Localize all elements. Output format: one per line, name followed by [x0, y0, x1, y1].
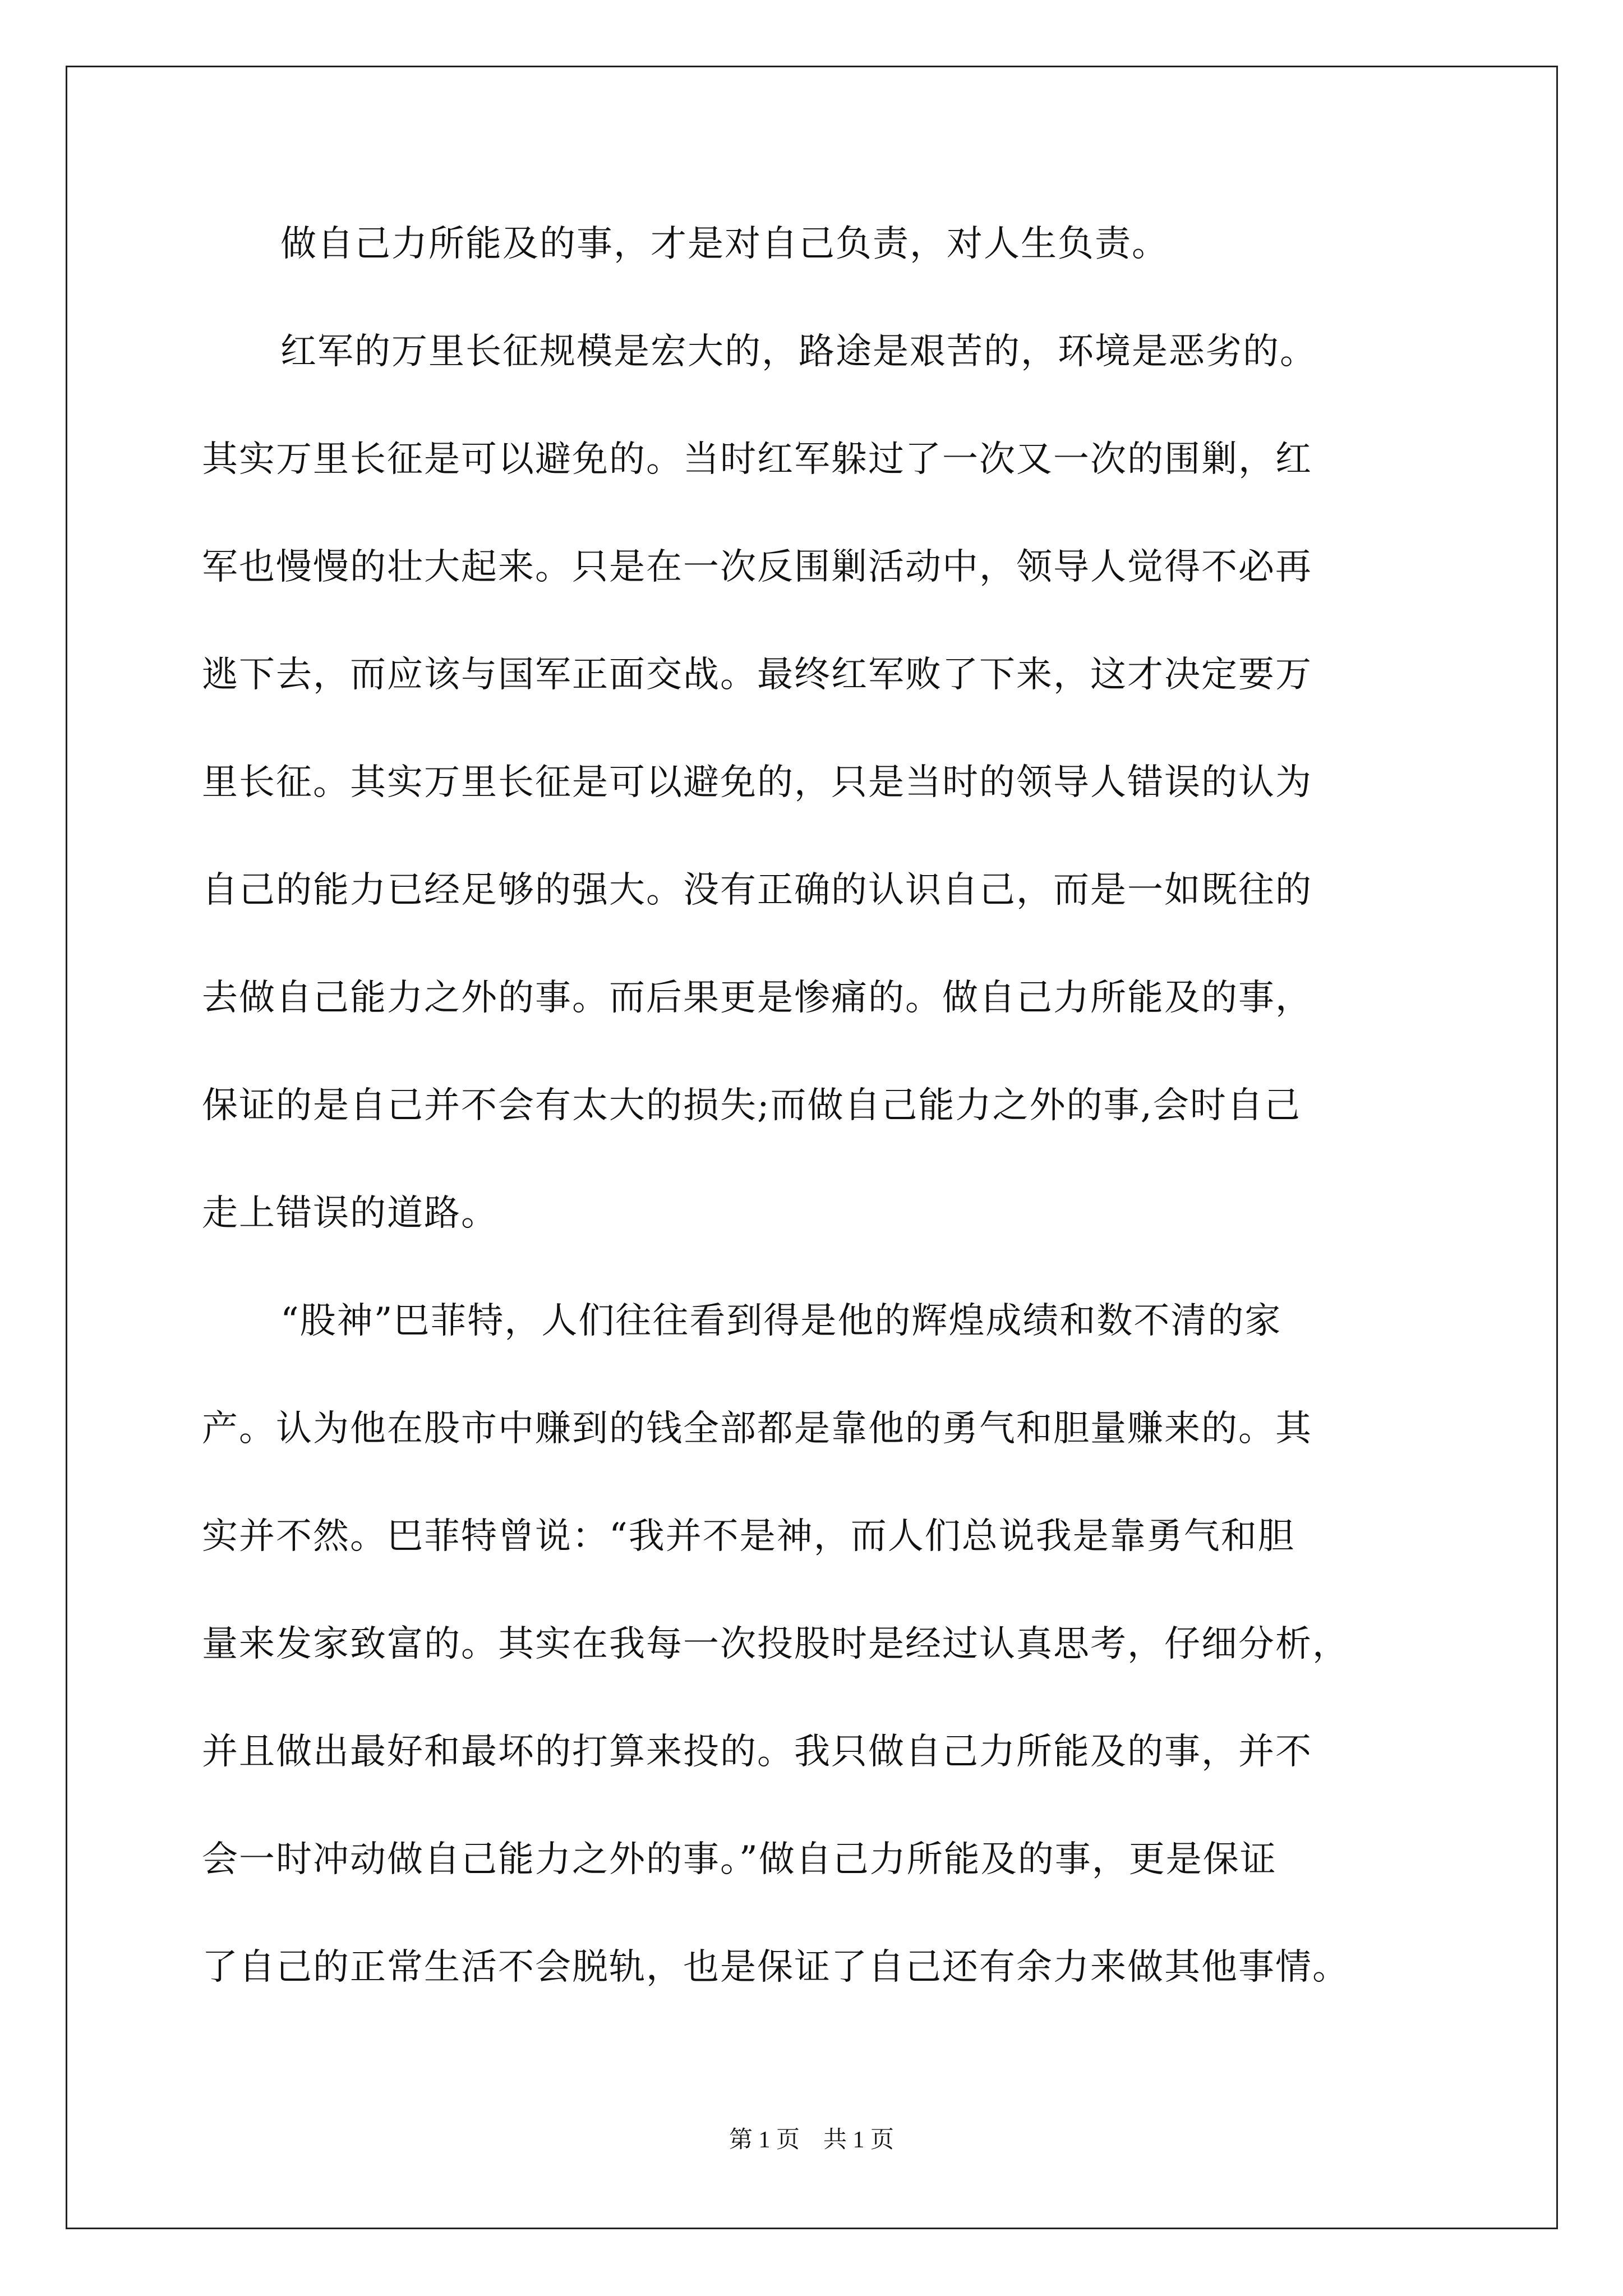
paragraph-2-line-1: 红军的万里长征规模是宏大的，路途是艰苦的，环境是恶劣的。	[280, 331, 1317, 372]
paragraph-2-line-3: 军也慢慢的壮大起来。只是在一次反围剿活动中，领导人觉得不必再	[202, 546, 1312, 588]
paragraph-3-line-4: 量来发家致富的。其实在我每一次投股时是经过认真思考，仔细分析，	[202, 1623, 1349, 1665]
paragraph-2-line-8: 保证的是自己并不会有太大的损失;而做自己能力之外的事,会时自己	[202, 1085, 1301, 1126]
paragraph-2-line-2: 其实万里长征是可以避免的。当时红军躲过了一次又一次的围剿，红	[202, 439, 1312, 480]
paragraph-2-line-9: 走上错误的道路。	[202, 1193, 498, 1234]
paragraph-3-line-6: 会一时冲动做自己能力之外的事。”做自己力所能及的事，更是保证	[202, 1839, 1277, 1880]
paragraph-3-line-2: 产。认为他在股市中赚到的钱全部都是靠他的勇气和胆量赚来的。其	[202, 1408, 1312, 1450]
paragraph-2-line-6: 自己的能力已经足够的强大。没有正确的认识自己，而是一如既往的	[202, 869, 1312, 911]
page-number-footer: 第 1 页 共 1 页	[728, 2127, 894, 2153]
paragraph-2-line-5: 里长征。其实万里长征是可以避免的，只是当时的领导人错误的认为	[202, 762, 1312, 803]
paragraph-1-line-1: 做自己力所能及的事，才是对自己负责，对人生负责。	[280, 223, 1169, 265]
paragraph-3-line-5: 并且做出最好和最坏的打算来投的。我只做自己力所能及的事，并不	[202, 1731, 1312, 1773]
paragraph-3-line-1: “股神”巴菲特，人们往往看到得是他的辉煌成绩和数不清的家	[280, 1300, 1282, 1342]
page-border	[66, 66, 1558, 2229]
paragraph-2-line-7: 去做自己能力之外的事。而后果更是惨痛的。做自己力所能及的事，	[202, 977, 1312, 1019]
paragraph-3-line-7: 了自己的正常生活不会脱轨，也是保证了自己还有余力来做其他事情。	[202, 1947, 1349, 1988]
paragraph-3-line-3: 实并不然。巴菲特曾说：“我并不是神，而人们总说我是靠勇气和胆	[202, 1516, 1295, 1557]
paragraph-2-line-4: 逃下去，而应该与国军正面交战。最终红军败了下来，这才决定要万	[202, 654, 1312, 696]
